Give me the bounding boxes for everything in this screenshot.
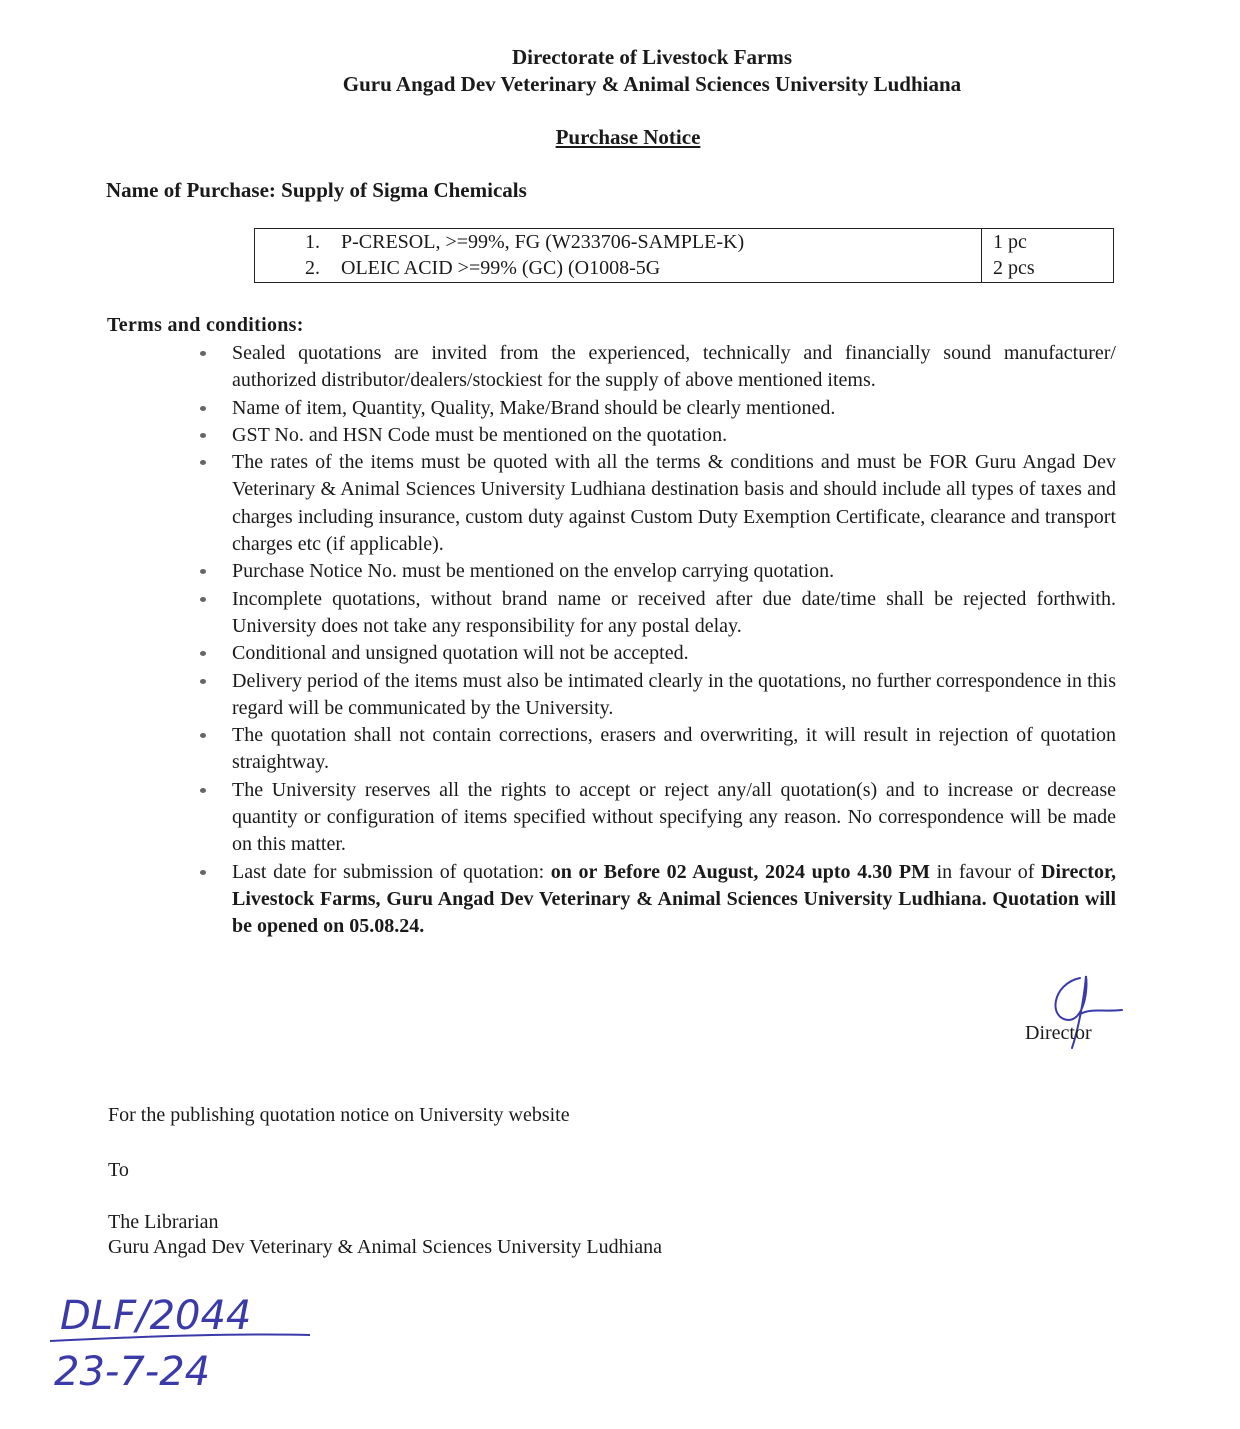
handwritten-reference (40, 1285, 330, 1395)
last-date-connector: in favour of (929, 860, 1042, 883)
list-item: The University reserves all the rights to accept or reject any/all quotation(s) and to increase or decrease quantity or configuration of items specified without specifying any reason. No correspondence will be made on this matter. (232, 777, 1116, 859)
list-item: Delivery period of the items must also be intimated clearly in the quotations, no further correspondence in this regard will be communicated by the University. (232, 668, 1116, 723)
item-description: P-CRESOL, >=99%, FG (W233706-SAMPLE-K) (341, 231, 745, 253)
signatory-title: Director (1025, 1022, 1092, 1044)
terms-heading: Terms and conditions: (107, 314, 304, 336)
directorate-heading: Directorate of Livestock Farms (511, 45, 793, 69)
item-description: OLEIC ACID >=99% (GC) (O1008-5G (341, 257, 661, 279)
list-item: The rates of the items must be quoted with all the terms & conditions and must be FOR Guru Angad Dev Veterinary & Animal Sciences University Ludhiana destination basis and should include all types of taxes and charges including insurance, custom duty against Custom Duty Exemption Certificate, clearance and transport charges etc (if applicable). (232, 449, 1116, 558)
item-number: 1. (305, 231, 320, 253)
list-item: GST No. and HSN Code must be mentioned on the quotation. (232, 422, 1116, 449)
table-row (255, 231, 1113, 257)
item-number: 2. (305, 257, 320, 279)
list-item: Conditional and unsigned quotation will not be accepted. (232, 640, 1116, 667)
purchase-name: Name of Purchase: Supply of Sigma Chemicals (106, 178, 527, 202)
university-heading: Guru Angad Dev Veterinary & Animal Sciences University Ludhiana (342, 72, 962, 96)
last-date-deadline: on or Before 02 August, 2024 upto 4.30 PM (550, 860, 930, 883)
handwritten-ref-number: DLF/2044 (60, 1293, 252, 1339)
publishing-note: For the publishing quotation notice on University website (108, 1104, 570, 1126)
last-date-prefix: Last date for submission of quotation: (232, 860, 551, 883)
recipient-name: The Librarian (108, 1211, 219, 1233)
list-item: The quotation shall not contain corrections, erasers and overwriting, it will result in rejection of quotation straightway. (232, 722, 1116, 777)
list-item: Name of item, Quantity, Quality, Make/Brand should be clearly mentioned. (232, 395, 1116, 422)
item-quantity: 2 pcs (993, 257, 1035, 279)
list-item: Sealed quotations are invited from the experienced, technically and financially sound manufacturer/ authorized distributor/dealers/stockiest for the supply of above mentioned items. (232, 340, 1116, 395)
last-date-addressee: Director, Livestock Farms, Guru Angad Dev Veterinary & Animal Sciences University Ludhiana. Quotation will be opened on 05.08.24. (232, 860, 1116, 938)
items-table (254, 228, 1114, 283)
table-row (255, 257, 1113, 283)
item-quantity: 1 pc (993, 231, 1027, 253)
notice-title: Purchase Notice (555, 125, 701, 149)
list-item: Purchase Notice No. must be mentioned on the envelop carrying quotation. (232, 558, 1116, 585)
handwritten-date: 23-7-24 (54, 1349, 211, 1395)
last-date-item (232, 859, 1116, 941)
list-item: Incomplete quotations, without brand name or received after due date/time shall be rejected forthwith. University does not take any responsibility for any postal delay. (232, 586, 1116, 641)
terms-list (232, 340, 1116, 941)
recipient-organisation: Guru Angad Dev Veterinary & Animal Sciences University Ludhiana (108, 1236, 662, 1258)
to-label: To (108, 1159, 129, 1181)
